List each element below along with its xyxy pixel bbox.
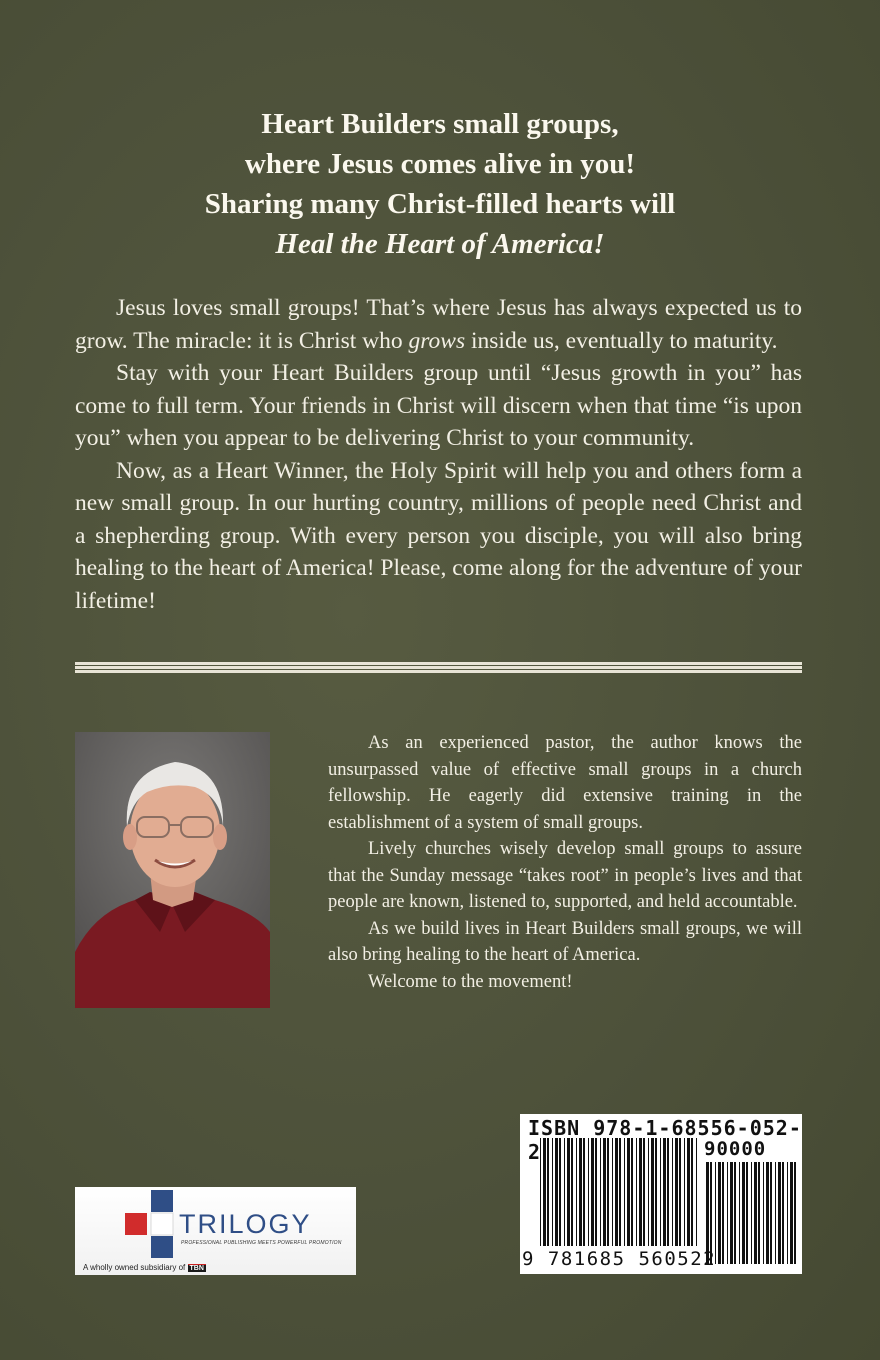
barcode-bar (751, 1162, 752, 1264)
headline-line-2: where Jesus comes alive in you! (244, 148, 636, 180)
headline-line-1: Heart Builders small groups, (261, 108, 619, 140)
barcode-bar (770, 1162, 772, 1264)
barcode-bar (742, 1162, 745, 1264)
headline-line-4: Heal the Heart of America! (275, 228, 605, 260)
barcode-bar (782, 1162, 784, 1264)
barcode-bar (778, 1162, 781, 1264)
publisher-name: TRILOGY (179, 1209, 312, 1239)
bio-paragraph-2: Lively churches wisely develop small groups to assure that the Sunday message “takes root” in people’s lives and that people are known, listened to, supported, and held accountable. (328, 839, 802, 912)
tbn-logo: TBN (189, 1265, 204, 1272)
barcode-bar (718, 1162, 721, 1264)
author-bio (328, 730, 802, 995)
barcode-bar (727, 1162, 728, 1264)
barcode-bar (758, 1162, 760, 1264)
barcode-bar (775, 1162, 776, 1264)
isbn-barcode (520, 1114, 802, 1274)
bio-paragraph-4: Welcome to the movement! (368, 971, 573, 992)
price-addon-code: 90000 (704, 1138, 767, 1160)
barcode-bar (730, 1162, 733, 1264)
paragraph-2: Stay with your Heart Builders group until “Jesus growth in you” has come to full term. Your friends in Christ will discern when that time “is upon you” when you appear to be delivering Christ to your community. (75, 360, 802, 451)
bio-paragraph-1: As an experienced pastor, the author knows the unsurpassed value of effective small groups in a church fellowship. He eagerly did extensive training in the establishment of a system of small groups. (328, 733, 802, 833)
barcode-bar (790, 1162, 793, 1264)
paragraph-1 (75, 292, 802, 357)
isbn-label: ISBN 978-1-68556-052-2 (528, 1116, 802, 1164)
ean-digits: 9 781685 560522 (522, 1248, 717, 1270)
barcode-bar (763, 1162, 764, 1264)
barcode-bar (766, 1162, 769, 1264)
barcode-bar (739, 1162, 740, 1264)
barcode-bar (794, 1162, 796, 1264)
main-description (75, 292, 802, 617)
paragraph-1-emphasis: grows (408, 327, 466, 354)
publisher-tagline: PROFESSIONAL PUBLISHING MEETS POWERFUL PROMOTION (181, 1240, 342, 1246)
barcode-bar (754, 1162, 757, 1264)
publisher-subsidiary (83, 1263, 206, 1272)
publisher-logo (75, 1187, 356, 1275)
bio-paragraph-3: As we build lives in Heart Builders small groups, we will also bring healing to the heart of America. (328, 918, 802, 965)
author-portrait-illustration (75, 732, 270, 1008)
headline (60, 104, 820, 264)
author-photo (75, 732, 270, 1008)
barcode-bar (787, 1162, 788, 1264)
paragraph-3: Now, as a Heart Winner, the Holy Spirit will help you and others form a new small group. In our hurting country, millions of people need Christ and a shepherding group. With every person you disciple, you will also bring healing to the heart of America! Please, come along for the adventure of your lifetime! (75, 457, 802, 614)
trilogy-cross-icon (75, 1187, 175, 1275)
subsidiary-text: A wholly owned subsidiary of (83, 1263, 186, 1272)
divider-rule (75, 662, 802, 673)
barcode-bar (746, 1162, 748, 1264)
barcode-bar (734, 1162, 736, 1264)
paragraph-1-end: inside us, eventually to maturity. (465, 327, 778, 354)
paragraph-1-start: Jesus loves small groups! That’s where Jesus has always expected us to grow. The miracle: it is Christ who (75, 295, 802, 354)
barcode-bar (722, 1162, 724, 1264)
headline-line-3: Sharing many Christ-filled hearts will (204, 188, 676, 220)
